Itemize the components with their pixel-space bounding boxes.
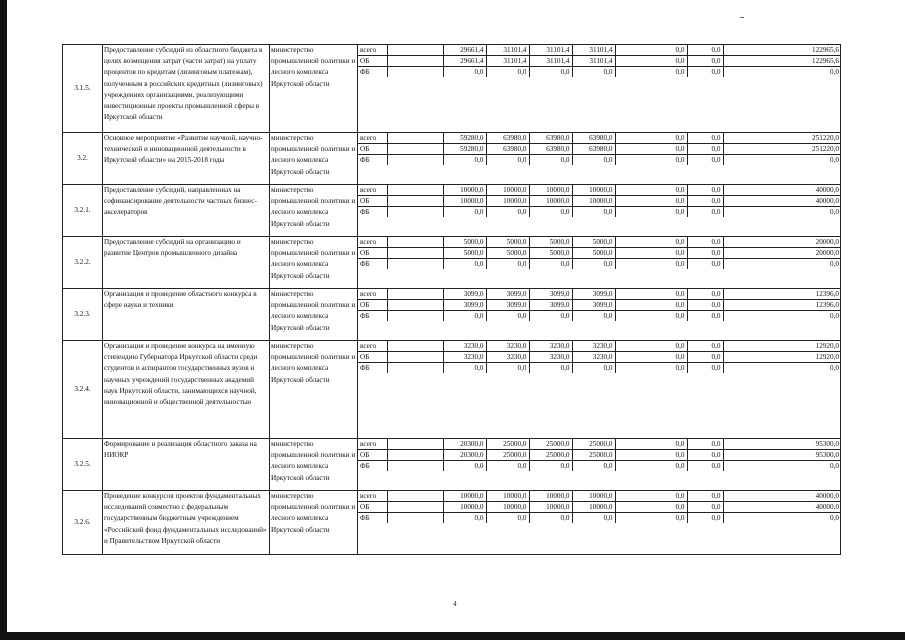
- funding-value: 0,0: [687, 513, 723, 524]
- funding-value: 0,0: [615, 439, 687, 450]
- funding-value: 0,0: [443, 67, 486, 78]
- funding-value: 0,0: [687, 185, 723, 196]
- funding-value: 0,0: [687, 502, 723, 513]
- funding-value: 59280,0: [443, 144, 486, 155]
- table-row: [63, 185, 841, 237]
- funding-value: 0,0: [830, 260, 839, 268]
- funding-value: 0,0: [615, 491, 687, 502]
- empty-cell: [387, 341, 443, 352]
- funding-source-label: ФБ: [358, 259, 387, 270]
- funding-value: 0,0: [687, 300, 723, 311]
- funding-row: [358, 341, 841, 352]
- funding-table: [358, 237, 841, 269]
- funding-value: 0,0: [529, 259, 572, 270]
- empty-cell: [387, 352, 443, 363]
- funding-row: [358, 56, 841, 67]
- funding-value: 0,0: [830, 156, 839, 164]
- item-executor: министерство промышленной политики и лесного комплекса Иркутской области: [270, 133, 358, 185]
- funding-value: 0,0: [443, 207, 486, 218]
- funding-value: 0,0: [443, 363, 486, 374]
- funding-value: 40000,0: [723, 196, 841, 207]
- funding-row: [358, 439, 841, 450]
- funding-block: [358, 439, 841, 491]
- funding-value: 0,0: [687, 133, 723, 144]
- funding-value: 0,0: [687, 289, 723, 300]
- funding-row: [358, 259, 841, 270]
- funding-source-label: ФБ: [358, 513, 387, 524]
- funding-source-label: всего: [358, 289, 387, 300]
- funding-row: [358, 300, 841, 311]
- funding-value: 63980,0: [572, 144, 615, 155]
- funding-value: 0,0: [615, 155, 687, 166]
- funding-value: 0,0: [830, 208, 839, 216]
- item-name: Формирование и реализация областного заказа на НИОКР: [103, 439, 270, 491]
- funding-value: 0,0: [529, 363, 572, 374]
- funding-value: 12920,0: [723, 341, 841, 352]
- item-name: Организация и проведение конкурса на именную стипендию Губернатора Иркутской области среди студентов и аспирантов государственных вузов и научных учреждений государственных академий наук Иркутской области, занимающихся научной, инновационной и общественной деятельностью: [103, 341, 270, 439]
- funding-value: 0,0: [615, 67, 687, 78]
- item-number: 3.2.4.: [63, 341, 103, 439]
- funding-value: 0,0: [687, 461, 723, 472]
- funding-source-label: ОБ: [358, 56, 387, 67]
- empty-cell: [387, 289, 443, 300]
- funding-value: 10000,0: [443, 196, 486, 207]
- funding-source-label: всего: [358, 45, 387, 56]
- empty-cell: [387, 311, 443, 322]
- funding-row: [358, 155, 841, 166]
- funding-value: 12920,0: [723, 352, 841, 363]
- funding-value: 40000,0: [723, 185, 841, 196]
- funding-source-label: ОБ: [358, 144, 387, 155]
- table-row: [63, 237, 841, 289]
- funding-value: 0,0: [615, 237, 687, 248]
- funding-value: 0,0: [687, 450, 723, 461]
- scan-left-edge: [0, 0, 7, 640]
- funding-value: 0,0: [687, 144, 723, 155]
- funding-row: [358, 248, 841, 259]
- item-executor: министерство промышленной политики и лесного комплекса Иркутской области: [270, 45, 358, 133]
- empty-cell: [387, 155, 443, 166]
- table-row: [63, 341, 841, 439]
- funding-value: 12396,0: [723, 300, 841, 311]
- funding-table: [358, 133, 841, 165]
- funding-value: 0,0: [572, 513, 615, 524]
- funding-value: 0,0: [687, 352, 723, 363]
- funding-value: 0,0: [529, 207, 572, 218]
- funding-value: 0,0: [615, 248, 687, 259]
- funding-block: [358, 237, 841, 289]
- empty-cell: [387, 185, 443, 196]
- funding-value: 10000,0: [443, 491, 486, 502]
- empty-cell: [387, 196, 443, 207]
- funding-value: 0,0: [615, 207, 687, 218]
- funding-value: 0,0: [615, 513, 687, 524]
- funding-value: 3099,0: [486, 289, 529, 300]
- funding-value: 0,0: [443, 461, 486, 472]
- funding-value: 3099,0: [529, 289, 572, 300]
- funding-value: 31101,4: [529, 45, 572, 56]
- funding-value: 0,0: [572, 461, 615, 472]
- funding-value: 5000,0: [529, 237, 572, 248]
- funding-value: 122965,6: [723, 45, 841, 56]
- funding-value: 10000,0: [572, 196, 615, 207]
- funding-value: 3230,0: [529, 352, 572, 363]
- funding-source-label: ФБ: [358, 461, 387, 472]
- funding-value: 63980,0: [529, 133, 572, 144]
- funding-block: [358, 45, 841, 133]
- funding-value: 3230,0: [529, 341, 572, 352]
- funding-value: 0,0: [443, 513, 486, 524]
- funding-value: 0,0: [529, 461, 572, 472]
- funding-value: 0,0: [687, 45, 723, 56]
- funding-value: 31101,4: [529, 56, 572, 67]
- funding-value: 0,0: [486, 311, 529, 322]
- funding-row: [358, 491, 841, 502]
- empty-cell: [387, 133, 443, 144]
- funding-value: 0,0: [687, 491, 723, 502]
- funding-value: 0,0: [529, 67, 572, 78]
- item-name: Предоставление субсидий на организацию и развитие Центров промышленного дизайна: [103, 237, 270, 289]
- funding-block: [358, 491, 841, 555]
- empty-cell: [387, 259, 443, 270]
- empty-cell: [387, 248, 443, 259]
- funding-table: [358, 439, 841, 471]
- funding-value: 10000,0: [572, 502, 615, 513]
- table-row: [63, 133, 841, 185]
- funding-value: 0,0: [615, 352, 687, 363]
- funding-value: 10000,0: [486, 502, 529, 513]
- funding-source-label: ОБ: [358, 450, 387, 461]
- item-number: 3.2.3.: [63, 289, 103, 341]
- funding-value: 10000,0: [486, 491, 529, 502]
- funding-source-label: всего: [358, 133, 387, 144]
- funding-value: 40000,0: [723, 502, 841, 513]
- table-row: [63, 439, 841, 491]
- funding-value: 0,0: [572, 363, 615, 374]
- funding-row: [358, 513, 841, 524]
- funding-value: 25000,0: [572, 439, 615, 450]
- funding-value: 20300,0: [443, 439, 486, 450]
- funding-value: 0,0: [572, 259, 615, 270]
- funding-value: 0,0: [615, 289, 687, 300]
- funding-value: 10000,0: [529, 491, 572, 502]
- funding-value: 10000,0: [529, 185, 572, 196]
- item-number: 3.2.: [63, 133, 103, 185]
- funding-value: 3230,0: [486, 341, 529, 352]
- funding-value: 3099,0: [572, 300, 615, 311]
- funding-value: 63980,0: [572, 133, 615, 144]
- funding-row: [358, 45, 841, 56]
- empty-cell: [387, 450, 443, 461]
- funding-value: 0,0: [687, 259, 723, 270]
- funding-value: 0,0: [615, 144, 687, 155]
- empty-cell: [387, 513, 443, 524]
- funding-value: 0,0: [687, 439, 723, 450]
- funding-value: 3230,0: [486, 352, 529, 363]
- funding-source-label: ОБ: [358, 352, 387, 363]
- funding-value: 5000,0: [486, 248, 529, 259]
- funding-value: 31101,4: [572, 45, 615, 56]
- funding-block: [358, 341, 841, 439]
- funding-source-label: ФБ: [358, 67, 387, 78]
- funding-value: 3230,0: [572, 341, 615, 352]
- funding-value: 0,0: [615, 450, 687, 461]
- funding-value: 59280,0: [443, 133, 486, 144]
- funding-value: 0,0: [615, 133, 687, 144]
- funding-source-label: ФБ: [358, 155, 387, 166]
- funding-row: [358, 237, 841, 248]
- empty-cell: [387, 45, 443, 56]
- funding-table: [358, 45, 841, 77]
- funding-value: 251220,0: [723, 144, 841, 155]
- funding-value: 0,0: [687, 311, 723, 322]
- funding-row: [358, 289, 841, 300]
- funding-value: 0,0: [687, 237, 723, 248]
- funding-value: 0,0: [830, 364, 839, 372]
- funding-row: [358, 144, 841, 155]
- funding-value: 0,0: [830, 514, 839, 522]
- funding-row: [358, 450, 841, 461]
- item-name: Организация и проведение областного конкурса в сфере науки и техники: [103, 289, 270, 341]
- funding-value: 0,0: [486, 513, 529, 524]
- item-number: 3.2.6.: [63, 491, 103, 555]
- funding-block: [358, 289, 841, 341]
- item-executor: министерство промышленной политики и лесного комплекса Иркутской области: [270, 289, 358, 341]
- empty-cell: [387, 502, 443, 513]
- funding-value: 3099,0: [529, 300, 572, 311]
- funding-value: 0,0: [687, 341, 723, 352]
- funding-value: 0,0: [615, 363, 687, 374]
- item-executor: министерство промышленной политики и лесного комплекса Иркутской области: [270, 185, 358, 237]
- budget-table: [62, 44, 841, 555]
- empty-cell: [387, 300, 443, 311]
- funding-value: 5000,0: [572, 237, 615, 248]
- funding-value: 10000,0: [486, 196, 529, 207]
- empty-cell: [387, 144, 443, 155]
- funding-block: [358, 185, 841, 237]
- funding-value: 0,0: [687, 155, 723, 166]
- funding-value: 63980,0: [529, 144, 572, 155]
- funding-value: 3099,0: [486, 300, 529, 311]
- funding-value: 5000,0: [572, 248, 615, 259]
- funding-row: [358, 352, 841, 363]
- funding-value: 0,0: [443, 311, 486, 322]
- funding-source-label: всего: [358, 341, 387, 352]
- funding-value: 25000,0: [572, 450, 615, 461]
- funding-source-label: всего: [358, 439, 387, 450]
- funding-value: 25000,0: [486, 450, 529, 461]
- scan-speck: [740, 17, 744, 18]
- funding-value: 0,0: [687, 248, 723, 259]
- funding-source-label: всего: [358, 185, 387, 196]
- funding-value: 63980,0: [486, 144, 529, 155]
- funding-row: [358, 196, 841, 207]
- funding-value: 0,0: [687, 207, 723, 218]
- funding-value: 0,0: [615, 300, 687, 311]
- scan-bottom-edge: [0, 632, 905, 640]
- funding-value: 63980,0: [486, 133, 529, 144]
- funding-value: 0,0: [529, 513, 572, 524]
- funding-value: 10000,0: [443, 185, 486, 196]
- funding-value: 10000,0: [443, 502, 486, 513]
- table-row: [63, 289, 841, 341]
- empty-cell: [387, 439, 443, 450]
- funding-value: 0,0: [615, 45, 687, 56]
- funding-value: 0,0: [486, 207, 529, 218]
- empty-cell: [387, 363, 443, 374]
- funding-value: 0,0: [615, 259, 687, 270]
- funding-value: 0,0: [486, 155, 529, 166]
- item-number: 3.2.1.: [63, 185, 103, 237]
- funding-value: 5000,0: [486, 237, 529, 248]
- funding-value: 20300,0: [443, 450, 486, 461]
- funding-value: 0,0: [615, 461, 687, 472]
- table-row: [63, 491, 841, 555]
- funding-value: 20000,0: [723, 237, 841, 248]
- funding-value: 0,0: [486, 363, 529, 374]
- empty-cell: [387, 67, 443, 78]
- funding-source-label: ОБ: [358, 300, 387, 311]
- funding-source-label: всего: [358, 491, 387, 502]
- funding-source-label: ФБ: [358, 207, 387, 218]
- funding-value: 40000,0: [723, 491, 841, 502]
- funding-value: 0,0: [572, 67, 615, 78]
- funding-value: 0,0: [443, 155, 486, 166]
- funding-source-label: ФБ: [358, 311, 387, 322]
- funding-value: 5000,0: [443, 237, 486, 248]
- funding-value: 3099,0: [572, 289, 615, 300]
- funding-row: [358, 207, 841, 218]
- funding-value: 31101,4: [572, 56, 615, 67]
- funding-value: 31101,4: [486, 45, 529, 56]
- funding-value: 12396,0: [723, 289, 841, 300]
- funding-value: 3230,0: [443, 341, 486, 352]
- funding-block: [358, 133, 841, 185]
- funding-table: [358, 289, 841, 321]
- funding-table: [358, 185, 841, 217]
- funding-value: 29661,4: [443, 45, 486, 56]
- funding-value: 0,0: [615, 185, 687, 196]
- item-executor: министерство промышленной политики и лесного комплекса Иркутской области: [270, 341, 358, 439]
- funding-value: 10000,0: [572, 491, 615, 502]
- funding-value: 0,0: [529, 311, 572, 322]
- funding-source-label: ОБ: [358, 196, 387, 207]
- funding-value: 0,0: [443, 259, 486, 270]
- funding-value: 0,0: [486, 259, 529, 270]
- funding-value: 10000,0: [486, 185, 529, 196]
- funding-value: 25000,0: [529, 439, 572, 450]
- funding-value: 5000,0: [443, 248, 486, 259]
- funding-value: 3099,0: [443, 300, 486, 311]
- funding-row: [358, 133, 841, 144]
- funding-value: 0,0: [687, 67, 723, 78]
- empty-cell: [387, 461, 443, 472]
- funding-value: 0,0: [615, 196, 687, 207]
- funding-row: [358, 461, 841, 472]
- funding-value: 0,0: [572, 207, 615, 218]
- funding-value: 0,0: [615, 56, 687, 67]
- funding-value: 5000,0: [529, 248, 572, 259]
- item-number: 3.2.2.: [63, 237, 103, 289]
- funding-value: 0,0: [687, 56, 723, 67]
- funding-value: 25000,0: [486, 439, 529, 450]
- funding-value: 95300,0: [723, 450, 841, 461]
- funding-value: 95300,0: [723, 439, 841, 450]
- funding-value: 0,0: [572, 311, 615, 322]
- funding-row: [358, 185, 841, 196]
- funding-value: 10000,0: [529, 502, 572, 513]
- funding-value: 31101,4: [486, 56, 529, 67]
- funding-value: 3230,0: [572, 352, 615, 363]
- empty-cell: [387, 491, 443, 502]
- funding-row: [358, 363, 841, 374]
- item-executor: министерство промышленной политики и лесного комплекса Иркутской области: [270, 439, 358, 491]
- funding-source-label: всего: [358, 237, 387, 248]
- funding-value: 0,0: [687, 196, 723, 207]
- funding-row: [358, 502, 841, 513]
- funding-value: 0,0: [830, 68, 839, 76]
- funding-value: 0,0: [830, 312, 839, 320]
- funding-value: 10000,0: [572, 185, 615, 196]
- funding-source-label: ОБ: [358, 248, 387, 259]
- item-number: 3.2.5.: [63, 439, 103, 491]
- funding-source-label: ОБ: [358, 502, 387, 513]
- funding-value: 0,0: [615, 341, 687, 352]
- funding-value: 20000,0: [723, 248, 841, 259]
- item-executor: министерство промышленной политики и лесного комплекса Иркутской области: [270, 237, 358, 289]
- empty-cell: [387, 237, 443, 248]
- funding-value: 0,0: [572, 155, 615, 166]
- funding-value: 122965,6: [723, 56, 841, 67]
- funding-row: [358, 67, 841, 78]
- funding-value: 3230,0: [443, 352, 486, 363]
- funding-value: 10000,0: [529, 196, 572, 207]
- funding-value: 3099,0: [443, 289, 486, 300]
- item-number: 3.1.5.: [63, 45, 103, 133]
- funding-value: 0,0: [687, 363, 723, 374]
- empty-cell: [387, 207, 443, 218]
- item-name: Основное мероприятие «Развитие научной, научно-технической и инновационной деятельности в Иркутской области» на 2015-2018 годы: [103, 133, 270, 185]
- funding-value: 0,0: [830, 462, 839, 470]
- item-name: Проведение конкурсов проектов фундаментальных исследований совместно с федеральным государственным бюджетным учреждением «Российский фонд фундаментальных исследований» и Правительством Иркутской области: [103, 491, 270, 555]
- funding-value: 0,0: [615, 311, 687, 322]
- item-executor: министерство промышленной политики и лесного комплекса Иркутской области: [270, 491, 358, 555]
- empty-cell: [387, 56, 443, 67]
- funding-value: 0,0: [529, 155, 572, 166]
- funding-value: 251220,0: [723, 133, 841, 144]
- funding-value: 25000,0: [529, 450, 572, 461]
- funding-row: [358, 311, 841, 322]
- funding-table: [358, 341, 841, 373]
- funding-value: 0,0: [615, 502, 687, 513]
- item-name: Предоставление субсидий из областного бюджета в целях возмещения затрат (части затрат) на уплату процентов по кредитам (лизинговым платежам), полученным в российских кредитных (лизинговых) учреждениях организациями, реализующими инвестиционные проекты промышленной сферы в Иркутской области: [103, 45, 270, 133]
- funding-value: 29661,4: [443, 56, 486, 67]
- page-number: 4: [453, 600, 457, 608]
- item-name: Предоставление субсидий, направленных на софинансирование деятельности частных бизнес-акселераторов: [103, 185, 270, 237]
- funding-source-label: ФБ: [358, 363, 387, 374]
- funding-table: [358, 491, 841, 523]
- table-row: [63, 45, 841, 133]
- funding-value: 0,0: [486, 461, 529, 472]
- funding-value: 0,0: [486, 67, 529, 78]
